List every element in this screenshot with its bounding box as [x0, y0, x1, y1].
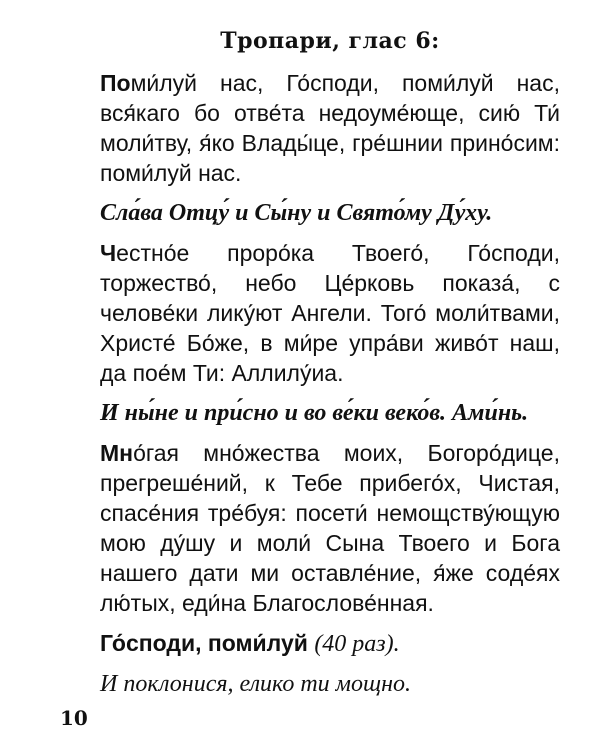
glory-verse: Сла́ва Отцу́ и Сы́ну и Свято́му Ду́ху.	[100, 200, 493, 226]
troparion-paragraph-2	[100, 238, 560, 388]
lord-have-mercy-text: Го́споди, поми́луй	[100, 630, 308, 656]
closing-line: И поклонися, елико ти мощно.	[100, 671, 412, 697]
lord-have-mercy-line	[100, 628, 560, 659]
page-number: 10	[60, 706, 88, 730]
drop-word: По	[100, 70, 131, 96]
now-and-ever-verse: И ны́не и при́сно и во ве́ки веко́в. Ами́нь.	[100, 400, 529, 426]
drop-word: Мн	[100, 440, 134, 466]
troparion-title: Тропари, глас 6:	[220, 28, 440, 54]
paragraph-text: ми́луй нас, Го́споди, поми́луй нас, вся́каго бо отве́та недоуме́юще, сию́ Ти́ моли́тву, я́ко Влады́це, гре́шнии прино́сим: поми́луй нас.	[100, 70, 560, 186]
paragraph-text: о́гая мно́жества моих, Богоро́дице, прегреше́ний, к Тебе прибего́х, Чистая, спасе́ния тре́буя: посети́ немощству́ющую мою ду́шу и моли́ Сына Твоего и Бога нашего дати ми оставле́ние, я́же соде́ях лю́тых, еди́на Благослове́нная.	[100, 440, 560, 616]
repeat-count: (40 раз).	[314, 631, 400, 657]
theotokion-paragraph	[100, 438, 560, 618]
drop-word: Ч	[100, 240, 117, 266]
troparion-paragraph-1	[100, 68, 560, 188]
paragraph-text: естно́е проро́ка Твоего́, Го́споди, торжество́, небо Це́рковь показа́, с челове́ки лику́ют Ангели. Того́ моли́твами, Христе́ Бо́же, в ми́ре упра́ви живо́т наш, да пое́м Ти: Аллилу́иа.	[100, 240, 560, 386]
prayer-page	[100, 28, 560, 699]
